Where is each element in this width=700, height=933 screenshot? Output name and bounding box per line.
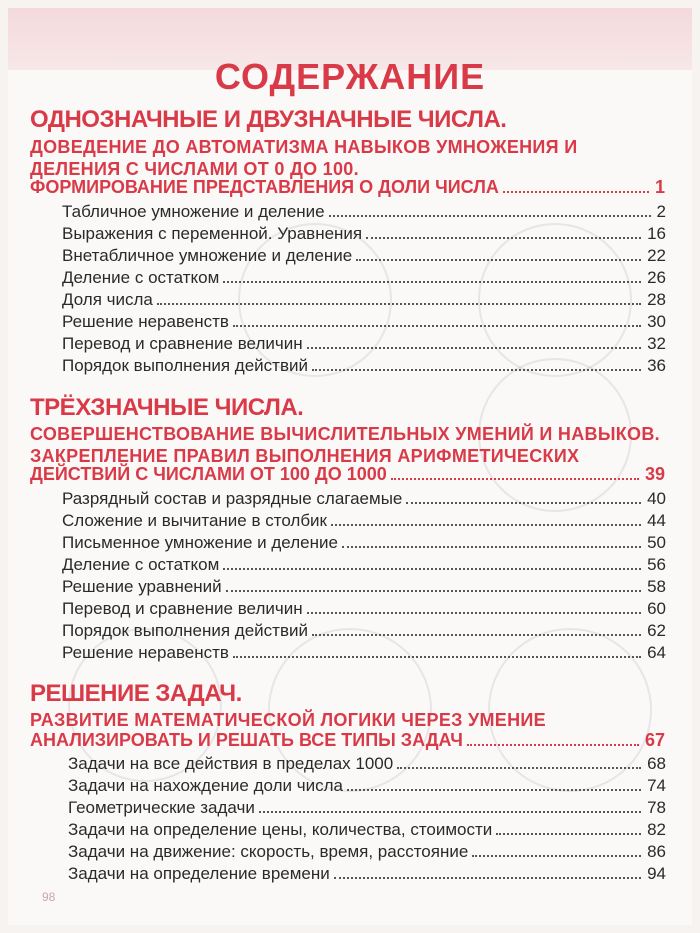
- section-heading: РЕШЕНИЕ ЗАДАЧ.: [30, 680, 242, 707]
- toc-entry-label: Задачи на нахождение доли числа: [68, 776, 343, 795]
- section-subheading: РАЗВИТИЕ МАТЕМАТИЧЕСКОЙ ЛОГИКИ ЧЕРЕЗ УМЕНИЕ: [30, 710, 546, 730]
- leader-dots: [406, 502, 641, 504]
- toc-entry-label: Задачи на определение цены, количества, стоимости: [68, 820, 493, 839]
- leader-dots: [496, 833, 641, 835]
- toc-page-number: 60: [647, 599, 666, 618]
- toc-entry-label: Задачи на движение: скорость, время, расстояние: [68, 842, 469, 861]
- toc-entry[interactable]: [68, 796, 666, 818]
- toc-entry-label: Порядок выполнения действий: [62, 356, 308, 375]
- leader-dots: [347, 789, 641, 791]
- toc-entry[interactable]: [68, 818, 666, 840]
- toc-entry[interactable]: [62, 244, 666, 266]
- toc-page-number: 22: [647, 246, 666, 265]
- toc-entry-label: Табличное умножение и деление: [62, 202, 325, 221]
- toc-page-number: 2: [656, 202, 666, 221]
- toc-entry[interactable]: [68, 862, 666, 884]
- toc-entry[interactable]: [62, 310, 666, 332]
- leader-dots: [157, 303, 641, 305]
- toc-entry-label: Деление с остатком: [62, 555, 220, 574]
- toc-page-number: 58: [647, 577, 666, 596]
- toc-entry-label: Порядок выполнения действий: [62, 621, 308, 640]
- leader-dots: [334, 877, 641, 879]
- toc-page-number: 1: [654, 177, 665, 197]
- toc-main-entry[interactable]: [30, 176, 665, 198]
- toc-entry[interactable]: [62, 354, 666, 376]
- toc-entry[interactable]: [62, 200, 666, 222]
- toc-entry-label: Решение неравенств: [62, 643, 229, 662]
- toc-entry[interactable]: [68, 774, 666, 796]
- toc-entry-label: Деление с остатком: [62, 268, 220, 287]
- toc-entry-label: ДЕЙСТВИЙ С ЧИСЛАМИ ОТ 100 ДО 1000: [30, 464, 387, 484]
- toc-entry[interactable]: [62, 487, 666, 509]
- leader-dots: [503, 191, 649, 193]
- toc-page-number: 36: [647, 356, 666, 375]
- toc-entry[interactable]: [62, 288, 666, 310]
- toc-entry[interactable]: [62, 619, 666, 641]
- section-subheading: ДЕЛЕНИЯ С ЧИСЛАМИ ОТ 0 ДО 100.: [30, 159, 359, 179]
- toc-entry[interactable]: [62, 332, 666, 354]
- toc-entry-label: Решение уравнений: [62, 577, 222, 596]
- leader-dots: [223, 281, 641, 283]
- toc-entry-label: Решение неравенств: [62, 312, 229, 331]
- toc-entry-label: Геометрические задачи: [68, 798, 255, 817]
- leader-dots: [223, 568, 641, 570]
- toc-entry-label: Выражения с переменной. Уравнения: [62, 224, 363, 243]
- leader-dots: [233, 325, 641, 327]
- toc-entry-label: Задачи на определение времени: [68, 864, 330, 883]
- leader-dots: [331, 524, 641, 526]
- leader-dots: [307, 612, 641, 614]
- section-heading: ТРЁХЗНАЧНЫЕ ЧИСЛА.: [30, 394, 304, 421]
- toc-entry-label: АНАЛИЗИРОВАТЬ И РЕШАТЬ ВСЕ ТИПЫ ЗАДАЧ: [30, 730, 463, 750]
- leader-dots: [342, 546, 641, 548]
- toc-entry[interactable]: [62, 509, 666, 531]
- toc-entry-label: Внетабличное умножение и деление: [62, 246, 353, 265]
- toc-page-number: 30: [647, 312, 666, 331]
- leader-dots: [366, 237, 641, 239]
- toc-entry[interactable]: [62, 531, 666, 553]
- leader-dots: [329, 215, 651, 217]
- section-heading: ОДНОЗНАЧНЫЕ И ДВУЗНАЧНЫЕ ЧИСЛА.: [30, 106, 507, 133]
- toc-entry-label: Задачи на все действия в пределах 1000: [68, 754, 394, 773]
- toc-entry-label: Разрядный состав и разрядные слагаемые: [62, 489, 403, 508]
- toc-page-number: 26: [647, 268, 666, 287]
- toc-entry[interactable]: [62, 575, 666, 597]
- toc-entry-label: Сложение и вычитание в столбик: [62, 511, 327, 530]
- leader-dots: [467, 744, 639, 746]
- toc-page-number: 86: [647, 842, 666, 861]
- toc-page-number: 39: [644, 464, 665, 484]
- toc-entry[interactable]: [68, 752, 666, 774]
- section-subheading: ЗАКРЕПЛЕНИЕ ПРАВИЛ ВЫПОЛНЕНИЯ АРИФМЕТИЧЕСКИХ: [30, 446, 580, 466]
- leader-dots: [307, 347, 641, 349]
- toc-entry-label: ФОРМИРОВАНИЕ ПРЕДСТАВЛЕНИЯ О ДОЛИ ЧИСЛА: [30, 177, 499, 197]
- toc-page-number: 40: [647, 489, 666, 508]
- toc-entry-label: Перевод и сравнение величин: [62, 334, 303, 353]
- leader-dots: [472, 855, 641, 857]
- toc-page-number: 16: [647, 224, 666, 243]
- toc-entry-label: Доля числа: [62, 290, 153, 309]
- toc-entry[interactable]: [68, 840, 666, 862]
- toc-page-number: 82: [647, 820, 666, 839]
- toc-page-number: 44: [647, 511, 666, 530]
- leader-dots: [312, 369, 641, 371]
- toc-entry-label: Письменное умножение и деление: [62, 533, 338, 552]
- toc-page-number: 78: [647, 798, 666, 817]
- section-subheading: ДОВЕДЕНИЕ ДО АВТОМАТИЗМА НАВЫКОВ УМНОЖЕНИЯ И: [30, 137, 578, 157]
- leader-dots: [233, 656, 641, 658]
- toc-page-number: 28: [647, 290, 666, 309]
- toc-page-number: 56: [647, 555, 666, 574]
- section-subheading: СОВЕРШЕНСТВОВАНИЕ ВЫЧИСЛИТЕЛЬНЫХ УМЕНИЙ И НАВЫКОВ.: [30, 424, 660, 444]
- toc-page-number: 64: [647, 643, 666, 662]
- toc-page-number: 32: [647, 334, 666, 353]
- toc-entry-label: Перевод и сравнение величин: [62, 599, 303, 618]
- toc-page-number: 68: [647, 754, 666, 773]
- leader-dots: [391, 478, 639, 480]
- toc-entry[interactable]: [62, 266, 666, 288]
- toc-entry[interactable]: [62, 597, 666, 619]
- toc-main-entry[interactable]: [30, 729, 665, 751]
- toc-page-number: 94: [647, 864, 666, 883]
- toc-entry[interactable]: [62, 641, 666, 663]
- toc-page-number: 62: [647, 621, 666, 640]
- leader-dots: [356, 259, 641, 261]
- leader-dots: [259, 811, 641, 813]
- leader-dots: [226, 590, 641, 592]
- leader-dots: [312, 634, 641, 636]
- leader-dots: [397, 767, 641, 769]
- toc-entry[interactable]: [62, 553, 666, 575]
- toc-page-number: 74: [647, 776, 666, 795]
- toc-entry[interactable]: [62, 222, 666, 244]
- page-title: СОДЕРЖАНИЕ: [214, 56, 486, 97]
- toc-main-entry[interactable]: [30, 463, 665, 485]
- toc-page-number: 67: [644, 730, 665, 750]
- toc-page-number: 50: [647, 533, 666, 552]
- background-page-number: 98: [42, 890, 56, 904]
